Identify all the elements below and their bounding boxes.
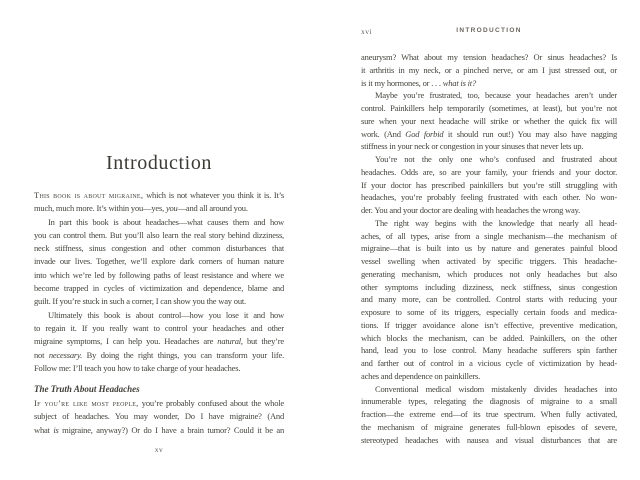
- text-line: innumerable types, relegating the diagnosis of migraine to a small: [361, 396, 617, 407]
- text-line: invade our lives. Together, we’ll explore dark corners of human nature: [34, 256, 284, 267]
- text-line: other symptoms including dizziness, neck stiffness, sinus congestion: [361, 281, 617, 292]
- text-line: hand, lead you to lose control. Many headache sufferers spin farther: [361, 345, 617, 356]
- text-line: subject of headaches. You may wonder, Do I have migraine? (And: [34, 411, 284, 422]
- right-page-body: [361, 51, 617, 446]
- text-line: and many more, can be controlled. Control starts with reducing your: [361, 294, 617, 305]
- text-line: exposure to some of its triggers, especially certain foods and medica-: [361, 307, 617, 317]
- chapter-title: Introduction: [105, 152, 213, 174]
- text-line: headaches, you’re probably feeling frustrated with each other. No won-: [361, 192, 617, 203]
- text-line: headaches. Odds are, so are your family, your friends and your doctor.: [361, 166, 617, 177]
- left-page-number: xv: [154, 445, 164, 454]
- text-line: vessel swelling when activated by specific triggers. This headache-: [361, 256, 617, 266]
- text-line: sure when your next headache will strike or whether the quick fix will: [361, 115, 617, 126]
- section-heading: The Truth About Headaches: [34, 384, 140, 395]
- text-line: Follow me: I’ll teach you how to take charge of your headaches.: [34, 362, 241, 373]
- text-line: The right way begins with the knowledge that nearly all head-: [375, 217, 617, 228]
- text-line: migraine symptoms, I can help you. Headaches are natural, but they’re: [34, 336, 284, 347]
- text-line: stereotyped headaches with nausea and visual disturbances that are: [361, 434, 617, 445]
- text-line: Conventional medical wisdom mistakenly divides headaches into: [375, 383, 617, 394]
- text-line: guilt. If you’re stuck in such a corner, I can show you the way out.: [34, 296, 246, 307]
- text-line: much, much more. It’s within you—yes, you—and all around you.: [34, 203, 248, 214]
- text-line: Ultimately this book is about control—how you lose it and how: [48, 309, 284, 320]
- text-line: der. You and your doctor are dealing with headaches the wrong way.: [361, 205, 580, 215]
- text-line: stiffness in your neck or congestion in your sinuses that never lets up.: [361, 141, 584, 152]
- text-line: If you’re like most people, you’re probably confused about the whole: [34, 398, 284, 409]
- text-line: is it my hormones, or . . . what is it?: [361, 77, 476, 88]
- text-line: into which we’re led by following paths of least resistance and where we: [34, 269, 284, 280]
- text-line: the mechanism of migraine generates full-blown episodes of severe,: [361, 421, 617, 432]
- text-line: tions. If trigger avoidance alone isn’t effective, preventive medication,: [361, 319, 617, 330]
- right-page-number: xvi: [361, 27, 373, 36]
- text-line: aneurysm? What about my tension headaches? Or sinus headaches? Is: [361, 52, 617, 62]
- text-line: neck stiffness, sinus congestion and other common disturbances that: [34, 243, 284, 254]
- text-line: become trapped in cycles of victimization and dependence, blame and: [34, 283, 284, 294]
- text-line: This book is about migraine, which is not whatever you think it is. It’s: [34, 190, 284, 200]
- text-line: what is migraine, anyway?) Or do I have a brain tumor? Could it be an: [34, 424, 284, 435]
- text-line: to regain it. If you really want to control your headaches and other: [34, 322, 284, 333]
- text-line: In part this book is about headaches—what causes them and how: [48, 216, 284, 227]
- running-head-title: INTRODUCTION: [456, 27, 522, 34]
- text-line: fraction—the extreme end—of its true spectrum. When fully activated,: [361, 409, 617, 419]
- text-line: you can control them. But you’ll also learn the real story behind dizziness,: [34, 229, 284, 240]
- text-line: aches, of all types, arise from a single mechanism—the mechanism of: [361, 230, 617, 241]
- text-line: migraine—that is built into us by nature and generates painful blood: [361, 243, 617, 254]
- text-line: which blocks the mechanism, can be added. Painkillers, on the other: [361, 332, 617, 343]
- text-line: not necessary. By doing the right things, you can transform your life.: [34, 349, 284, 360]
- text-line: control. Painkillers help temporarily (sometimes, at least), but you’re not: [361, 103, 617, 113]
- text-line: aches and dependence on painkillers.: [361, 370, 481, 381]
- text-line: it arthritis in my neck, or a pinched nerve, or am I just stressed out, or: [361, 64, 617, 75]
- text-line: If your doctor has prescribed painkillers but you’re still struggling with: [361, 179, 617, 190]
- text-line: You’re not the only one who’s confused and frustrated about: [375, 154, 617, 164]
- running-head: [361, 26, 617, 37]
- text-line: Maybe you’re frustrated, too, because your headaches aren’t under: [375, 90, 617, 101]
- text-line: work. (And God forbid it should run out!) You may also have nagging: [361, 128, 617, 139]
- text-line: and farther out of control in a vicious cycle of victimization by head-: [361, 358, 617, 368]
- text-line: generating mechanism, which produces not only headaches but also: [361, 268, 617, 279]
